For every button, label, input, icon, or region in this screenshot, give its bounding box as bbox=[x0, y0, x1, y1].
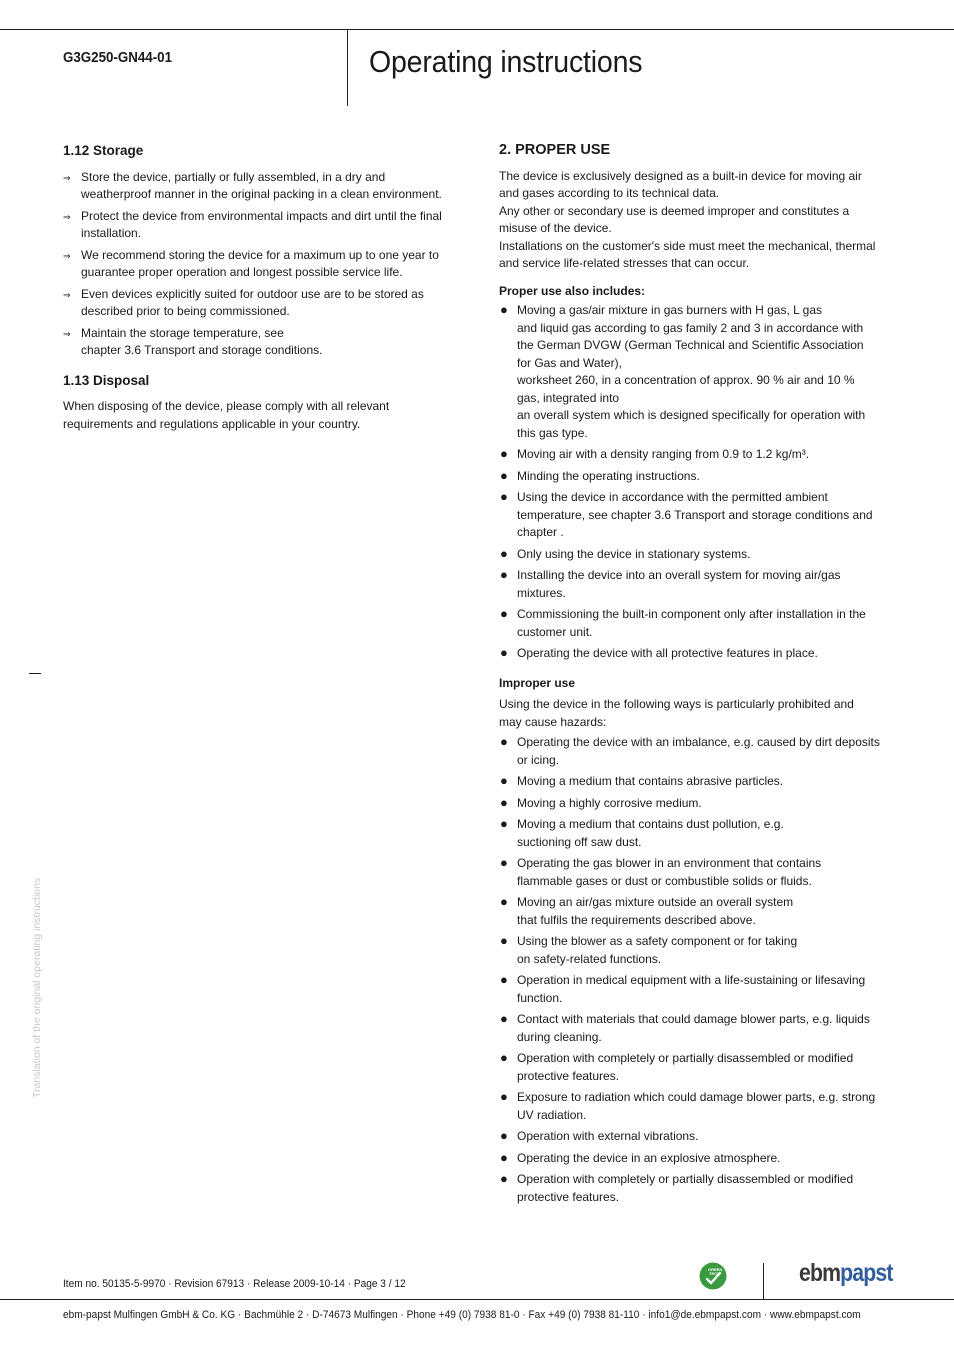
storage-item-line: weatherproof manner in the original packing in a clean environment. bbox=[81, 187, 442, 201]
list-item-line: Operation in medical equipment with a life-sustaining or lifesaving bbox=[517, 973, 866, 987]
list-item-line: Moving a highly corrosive medium. bbox=[517, 795, 702, 810]
list-item bbox=[499, 606, 884, 641]
intro-line: Any other or secondary use is deemed improper and constitutes a bbox=[499, 203, 850, 218]
list-item-line: and liquid gas according to gas family 2 and 3 in accordance with bbox=[517, 320, 864, 335]
bullet-icon: ● bbox=[500, 816, 508, 831]
storage-item-line: described prior to being commissioned. bbox=[81, 304, 290, 318]
list-item-line: for Gas and Water), bbox=[517, 355, 622, 370]
list-item bbox=[499, 468, 884, 486]
bullet-icon: ● bbox=[500, 545, 508, 561]
list-item bbox=[499, 546, 884, 564]
intro-line: Using the device in the following ways is particularly prohibited and bbox=[499, 697, 854, 711]
list-item-line: Moving a medium that contains dust pollution, e.g. bbox=[517, 817, 784, 831]
list-item-line: Operation with completely or partially disassembled or modified bbox=[517, 1172, 854, 1186]
list-item bbox=[499, 1089, 884, 1124]
bullet-icon: ● bbox=[500, 894, 508, 909]
list-item-line: that fulfils the requirements described above. bbox=[517, 912, 756, 927]
model-number: G3G250-GN44-01 bbox=[63, 50, 173, 66]
intro-line: misuse of the device. bbox=[499, 221, 612, 235]
page-title: Operating instructions bbox=[369, 44, 643, 79]
bullet-icon: ● bbox=[500, 467, 508, 483]
list-item bbox=[499, 795, 884, 813]
list-item-line: chapter . bbox=[517, 525, 564, 539]
storage-list bbox=[63, 169, 443, 360]
bullet-icon: ● bbox=[500, 1089, 508, 1104]
footer-divider bbox=[763, 1263, 764, 1299]
list-item-line: an overall system which is designed specifically for operation with bbox=[517, 408, 866, 422]
list-item-line: temperature, see chapter 3.6 Transport and storage conditions and bbox=[517, 507, 873, 522]
footer-rule bbox=[0, 1299, 954, 1300]
list-item bbox=[499, 489, 884, 542]
list-item bbox=[499, 302, 884, 442]
left-column bbox=[63, 142, 443, 433]
list-item bbox=[499, 567, 884, 602]
logo-papst: papst bbox=[840, 1259, 893, 1287]
bullet-icon: ● bbox=[500, 855, 508, 870]
list-item-line: UV radiation. bbox=[517, 1107, 587, 1122]
list-item-line: customer unit. bbox=[517, 624, 593, 639]
list-item-line: Commissioning the built-in component only after installation in the bbox=[517, 607, 866, 621]
storage-item bbox=[63, 325, 443, 360]
arrow-icon: ⇒ bbox=[63, 172, 71, 183]
list-item bbox=[499, 972, 884, 1007]
bullet-icon: ● bbox=[500, 489, 508, 504]
list-item-line: worksheet 260, in a concentration of approx. 90 % air and 10 % bbox=[517, 373, 855, 387]
header-divider bbox=[347, 29, 348, 106]
list-item-line: Operation with external vibrations. bbox=[517, 1129, 699, 1143]
proper-use-list bbox=[499, 302, 884, 663]
list-item bbox=[499, 1128, 884, 1146]
improper-use-heading: Improper use bbox=[499, 675, 576, 690]
list-item bbox=[499, 894, 884, 929]
list-item-line: protective features. bbox=[517, 1189, 620, 1204]
fold-mark bbox=[29, 673, 41, 674]
ebmpapst-logo bbox=[799, 1259, 893, 1288]
list-item-line: Contact with materials that could damage blower parts, e.g. liquids bbox=[517, 1012, 870, 1026]
bullet-icon: ● bbox=[500, 645, 508, 660]
bullet-icon: ● bbox=[500, 1128, 508, 1143]
bullet-icon: ● bbox=[500, 933, 508, 948]
list-item bbox=[499, 734, 884, 769]
greentech-badge-icon bbox=[699, 1262, 727, 1290]
list-item-line: function. bbox=[517, 990, 563, 1005]
list-item-line: Exposure to radiation which could damage blower parts, e.g. strong bbox=[517, 1090, 876, 1104]
list-item-line: during cleaning. bbox=[517, 1029, 602, 1044]
bullet-icon: ● bbox=[500, 302, 508, 317]
list-item bbox=[499, 773, 884, 791]
list-item-line: Operating the device with all protective features in place. bbox=[517, 646, 818, 660]
improper-use-intro bbox=[499, 696, 884, 731]
list-item bbox=[499, 1150, 884, 1168]
list-item-line: or icing. bbox=[517, 752, 560, 767]
disposal-text bbox=[63, 398, 443, 433]
bullet-icon: ● bbox=[500, 1171, 508, 1186]
list-item-line: Using the blower as a safety component or for taking bbox=[517, 934, 798, 948]
list-item-line: Moving air with a density ranging from 0.9 to 1.2 kg/m³. bbox=[517, 447, 810, 461]
list-item-line: on safety-related functions. bbox=[517, 951, 662, 966]
storage-item-line: Even devices explicitly suited for outdoor use are to be stored as bbox=[81, 286, 424, 301]
intro-line: Installations on the customer's side must meet the mechanical, thermal bbox=[499, 238, 876, 253]
logo-ebm: ebm bbox=[799, 1259, 841, 1287]
bullet-icon: ● bbox=[500, 446, 508, 461]
bullet-icon: ● bbox=[500, 1050, 508, 1065]
arrow-icon: ⇒ bbox=[63, 250, 71, 261]
list-item-line: Moving a gas/air mixture in gas burners with H gas, L gas bbox=[517, 303, 823, 317]
list-item-line: mixtures. bbox=[517, 585, 566, 600]
storage-item-line: guarantee proper operation and longest possible service life. bbox=[81, 265, 403, 279]
list-item-line: Only using the device in stationary systems. bbox=[517, 546, 751, 561]
list-item bbox=[499, 1011, 884, 1046]
list-item-line: Minding the operating instructions. bbox=[517, 468, 700, 483]
list-item bbox=[499, 816, 884, 851]
sidebar-caption: Translation of the original operating instructions bbox=[31, 877, 43, 1098]
list-item-line: Moving an air/gas mixture outside an overall system bbox=[517, 895, 794, 909]
list-item bbox=[499, 933, 884, 968]
improper-use-list bbox=[499, 734, 884, 1206]
list-item-line: Installing the device into an overall system for moving air/gas bbox=[517, 568, 841, 582]
intro-line: and gases according to its technical data. bbox=[499, 186, 720, 200]
storage-item bbox=[63, 169, 443, 204]
intro-line: and service life-related stresses that can occur. bbox=[499, 256, 750, 270]
storage-item-line: We recommend storing the device for a maximum up to one year to bbox=[81, 247, 439, 262]
list-item-line: Using the device in accordance with the permitted ambient bbox=[517, 490, 828, 504]
list-item bbox=[499, 446, 884, 464]
footer-contact-line: ebm-papst Mulfingen GmbH & Co. KG · Bachmühle 2 · D-74673 Mulfingen · Phone +49 (0) 7938 81-0 · Fax +49 (0) 7938 81-110 · info1@de.ebmpapst.com · www.ebmpapst.com bbox=[63, 1309, 861, 1321]
intro-line: may cause hazards: bbox=[499, 714, 607, 729]
badge-text-2: TECH bbox=[709, 1271, 720, 1276]
list-item bbox=[499, 645, 884, 663]
storage-item-line: installation. bbox=[81, 226, 142, 240]
list-item-line: Operating the device in an explosive atmosphere. bbox=[517, 1150, 781, 1165]
bullet-icon: ● bbox=[500, 972, 508, 987]
disposal-line: requirements and regulations applicable in your country. bbox=[63, 416, 361, 431]
list-item-line: flammable gases or dust or combustible solids or fluids. bbox=[517, 873, 812, 888]
list-item-line: suctioning off saw dust. bbox=[517, 834, 642, 849]
arrow-icon: ⇒ bbox=[63, 289, 71, 300]
storage-item-line: Store the device, partially or fully assembled, in a dry and bbox=[81, 169, 386, 184]
list-item-line: Operating the device with an imbalance, e.g. caused by dirt deposits bbox=[517, 735, 880, 749]
list-item-line: Operating the gas blower in an environment that contains bbox=[517, 856, 822, 870]
proper-use-includes-heading: Proper use also includes: bbox=[499, 283, 646, 298]
bullet-icon: ● bbox=[500, 1011, 508, 1026]
list-item-line: protective features. bbox=[517, 1068, 620, 1083]
bullet-icon: ● bbox=[500, 773, 508, 788]
arrow-icon: ⇒ bbox=[63, 328, 71, 339]
list-item-line: Moving a medium that contains abrasive particles. bbox=[517, 774, 784, 788]
footer-item-line: Item no. 50135-5-9970 · Revision 67913 · Release 2009-10-14 · Page 3 / 12 bbox=[63, 1278, 406, 1290]
proper-use-intro bbox=[499, 168, 884, 273]
bullet-icon: ● bbox=[500, 567, 508, 582]
proper-use-heading: 2. PROPER USE bbox=[499, 142, 611, 158]
storage-item-line: chapter 3.6 Transport and storage conditions. bbox=[81, 343, 323, 357]
disposal-heading: 1.13 Disposal bbox=[63, 372, 150, 388]
storage-heading: 1.12 Storage bbox=[63, 143, 144, 158]
list-item bbox=[499, 855, 884, 890]
bullet-icon: ● bbox=[500, 794, 508, 810]
bullet-icon: ● bbox=[500, 734, 508, 749]
badge-text-1: GREEN bbox=[708, 1267, 723, 1272]
list-item-line: this gas type. bbox=[517, 425, 588, 440]
storage-item bbox=[63, 247, 443, 282]
top-rule bbox=[0, 29, 954, 30]
list-item-line: gas, integrated into bbox=[517, 390, 620, 405]
arrow-icon: ⇒ bbox=[63, 211, 71, 222]
storage-item-line: Maintain the storage temperature, see bbox=[81, 325, 284, 340]
bullet-icon: ● bbox=[500, 606, 508, 621]
list-item bbox=[499, 1171, 884, 1206]
right-column bbox=[499, 142, 884, 1210]
storage-item bbox=[63, 208, 443, 243]
storage-item bbox=[63, 286, 443, 321]
storage-item-line: Protect the device from environmental impacts and dirt until the final bbox=[81, 208, 442, 223]
intro-line: The device is exclusively designed as a built-in device for moving air bbox=[499, 168, 862, 183]
list-item-line: Operation with completely or partially disassembled or modified bbox=[517, 1051, 854, 1065]
bullet-icon: ● bbox=[500, 1149, 508, 1165]
disposal-line: When disposing of the device, please comply with all relevant bbox=[63, 399, 390, 413]
list-item-line: the German DVGW (German Technical and Scientific Association bbox=[517, 338, 864, 352]
list-item bbox=[499, 1050, 884, 1085]
